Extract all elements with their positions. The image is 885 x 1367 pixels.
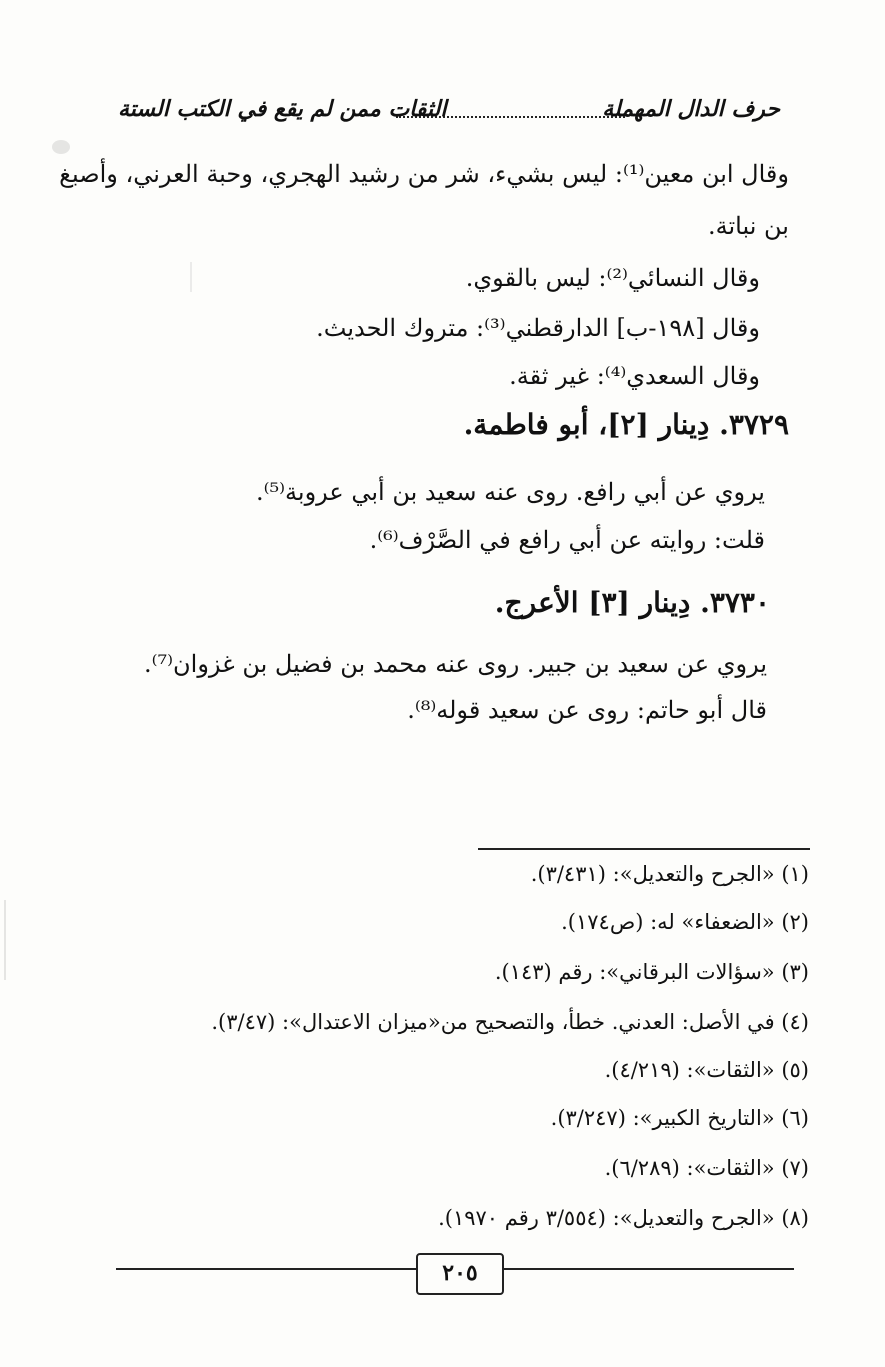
body-line-2: بن نباتة. <box>708 212 789 240</box>
bottom-rule-left <box>116 1268 416 1270</box>
footnote-2: (٢) «الضعفاء» له: (ص١٧٤). <box>561 910 809 934</box>
footnote-1: (١) «الجرح والتعديل»: (٣/٤٣١). <box>530 862 809 886</box>
footnote-3: (٣) «سؤالات البرقاني»: رقم (١٤٣). <box>494 960 809 984</box>
book-title: الثقات ممن لم يقع في الكتب الستة <box>118 96 447 122</box>
entry-heading-3729: ٣٧٢٩. دِينار [٢]، أبو فاطمة. <box>463 408 789 441</box>
footnote-5: (٥) «الثقات»: (٤/٢١٩). <box>604 1058 809 1082</box>
body-line-1: وقال ابن معين⁽¹⁾: ليس بشيء، شر من رشيد الهجري، وحبة العرني، وأصبغ <box>59 160 789 188</box>
footnote-4: (٤) في الأصل: العدني. خطأ، والتصحيح من«ميزان الاعتدال»: (٣/٤٧). <box>211 1010 809 1034</box>
body-line-9: قال أبو حاتم: روى عن سعيد قوله⁽⁸⁾. <box>407 696 767 724</box>
running-head <box>118 96 780 136</box>
footnote-6: (٦) «التاريخ الكبير»: (٣/٢٤٧). <box>550 1106 809 1130</box>
bottom-rule-right <box>500 1268 794 1270</box>
footnote-7: (٧) «الثقات»: (٦/٢٨٩). <box>604 1156 809 1180</box>
entry-heading-3730: ٣٧٣٠. دِينار [٣] الأعرج. <box>494 586 770 619</box>
body-line-8: يروي عن سعيد بن جبير. روى عنه محمد بن فضيل بن غزوان⁽⁷⁾. <box>143 650 767 678</box>
body-line-7: قلت: روايته عن أبي رافع في الصَّرْف⁽⁶⁾. <box>369 526 765 554</box>
footnote-separator <box>478 848 810 850</box>
scan-speck <box>190 262 192 292</box>
page-number: ٢٠٥ <box>416 1253 504 1295</box>
body-line-6: يروي عن أبي رافع. روى عنه سعيد بن أبي عروبة⁽⁵⁾. <box>255 478 765 506</box>
scan-speck <box>52 140 70 154</box>
body-line-3: وقال النسائي⁽²⁾: ليس بالقوي. <box>465 264 760 292</box>
scan-edge-mark <box>4 900 6 980</box>
chapter-heading: حرف الدال المهملة <box>602 96 780 122</box>
body-line-5: وقال السعدي⁽⁴⁾: غير ثقة. <box>509 362 760 390</box>
footnote-8: (٨) «الجرح والتعديل»: (٣/٥٥٤ رقم ١٩٧٠). <box>438 1206 809 1230</box>
body-line-4: وقال [١٩٨-ب] الدارقطني⁽³⁾: متروك الحديث. <box>316 314 760 342</box>
